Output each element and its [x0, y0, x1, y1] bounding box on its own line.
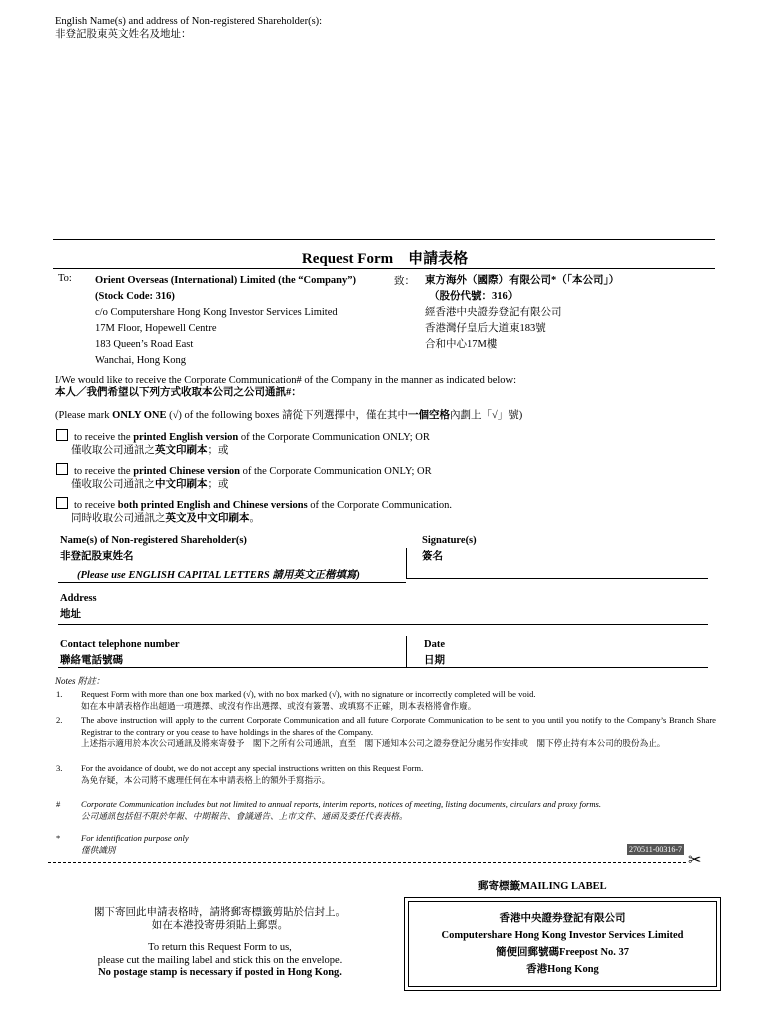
mailing-address-line: Computershare Hong Kong Investor Services Limited — [441, 930, 684, 941]
note-text-zh: 為免存疑，本公司將不處理任何在本申請表格上的額外手寫指示。 — [81, 774, 331, 785]
option-bold-zh: 英文印刷本 — [155, 445, 208, 456]
mailing-address-line: 香港Hong Kong — [526, 964, 599, 975]
mailing-label-heading: 郵寄標籤MAILING LABEL — [478, 881, 607, 892]
name-label-en: Name(s) of Non-registered Shareholder(s) — [60, 535, 247, 546]
addressee-line: c/o Computershare Hong Kong Investor Services Limited — [95, 307, 338, 318]
title-en: Request Form — [301, 251, 394, 267]
signature-label-en: Signature(s) — [422, 535, 477, 546]
option-text: to receive the — [74, 432, 134, 443]
addressee-en — [95, 273, 356, 369]
mailing-instruction-en: To return this Request Form to us, — [148, 942, 292, 953]
note-text-en: For the avoidance of doubt, we do not accept any special instructions written on this Request Form. — [81, 763, 424, 773]
mark-prefix: (Please mark — [55, 410, 113, 421]
option-bold: printed English version — [133, 432, 239, 443]
mark-one-box-zh: 一個空格 — [407, 410, 450, 421]
mark-only-one: ONLY ONE — [112, 410, 167, 421]
name-field-label — [60, 533, 247, 565]
hash-mark: # — [56, 799, 61, 809]
option-text-zh: 僅收取公司通訊之 — [71, 445, 155, 456]
name-line[interactable] — [58, 582, 406, 583]
addressee-line-zh: 合和中心17M樓 — [425, 339, 498, 350]
hash-footnote — [81, 799, 716, 822]
star-footnote-zh: 僅供識別 — [81, 844, 116, 855]
name-label-zh: 非登記股東姓名 — [60, 551, 134, 562]
option-text: of the Corporate Communication. — [307, 500, 453, 511]
option-text-zh: ；或 — [207, 445, 229, 456]
addressee-line-zh: 香港灣仔皇后大道東183號 — [425, 323, 546, 334]
note-text-zh: 上述指示適用於本次公司通訊及將來寄發予 閣下之所有公司通訊，直至 閣下通知本公司之證券登記分處另作安排或 閣下停止持有本公司的股份為止。 — [81, 738, 666, 748]
mark-suffix: (√) of the following boxes 請從下列選擇中，僅在其中 — [166, 410, 408, 421]
english-version-checkbox[interactable] — [56, 429, 68, 441]
addressee-stock-code: (Stock Code: 316) — [95, 291, 175, 302]
chinese-version-checkbox[interactable] — [56, 463, 68, 475]
signature-label-zh: 簽名 — [422, 551, 443, 562]
note-number: 3. — [56, 763, 63, 773]
mailing-instruction-en: please cut the mailing label and stick this on the envelope. — [97, 954, 343, 966]
option-text: to receive — [74, 500, 118, 511]
option-text: to receive the — [74, 466, 134, 477]
instruction-en: I/We would like to receive the Corporate Communication# of the Company in the manner as indicated below: — [55, 375, 517, 386]
date-label-en: Date — [424, 639, 445, 650]
phone-line[interactable] — [58, 667, 406, 668]
star-footnote-en: For identification purpose only — [81, 833, 189, 843]
addressee-company: Orient Overseas (International) Limited (the “Company”) — [95, 275, 357, 286]
phone-field-divider — [406, 636, 407, 667]
star-mark: * — [56, 833, 61, 843]
phone-label-zh: 聯絡電話號碼 — [60, 655, 123, 666]
phone-label-en: Contact telephone number — [60, 639, 180, 650]
title-rule-top — [53, 239, 715, 240]
shareholder-address-label-zh: 非登記股東英文姓名及地址： — [55, 29, 192, 40]
date-label-zh: 日期 — [424, 655, 445, 666]
shareholder-address-label — [55, 15, 322, 41]
note-text-en: Request Form with more than one box marked (√), with no box marked (√), with no signature or incorrectly completed will be void. — [81, 689, 536, 699]
mailing-instruction-zh: 閣下寄回此申請表格時，請將郵寄標籤剪貼於信封上。 — [94, 907, 346, 918]
to-label: To: — [58, 273, 72, 284]
phone-field-label — [60, 637, 180, 669]
to-label-zh: 致： — [394, 276, 415, 287]
note-item — [81, 763, 716, 786]
addressee-line-zh: 經香港中央證券登記有限公司 — [425, 307, 562, 318]
title-zh: 申請表格 — [408, 251, 469, 267]
capital-letters-hint: (Please use ENGLISH CAPITAL LETTERS 請用英文正楷填寫) — [77, 570, 360, 581]
signature-line[interactable] — [406, 578, 708, 579]
mailing-instruction-en: No postage stamp is necessary if posted in Hong Kong. — [98, 967, 342, 978]
note-text-zh: 如在本申請表格作出超過一項選擇、或沒有作出選擇、或沒有簽署、或填寫不正確，則本表格將會作廢。 — [81, 700, 477, 711]
address-label-en: Address — [60, 593, 97, 604]
option-text-zh: 僅收取公司通訊之 — [71, 479, 155, 490]
title-rule-bottom — [53, 268, 715, 269]
scissors-icon: ✂ — [688, 852, 702, 869]
option-bold: printed Chinese version — [133, 466, 240, 477]
note-text-en: The above instruction will apply to the current Corporate Communication and all future Corporate Communication to be sent to you until you notify to the Company’s Branch Share Registrar to the contrary or you cease to have holdings in the shares of the Company. — [81, 715, 716, 737]
note-item — [81, 689, 716, 712]
hash-footnote-en: Corporate Communication includes but not limited to annual reports, interim reports, notices of meeting, listing documents, circulars and proxy forms. — [81, 799, 602, 809]
option-chinese — [56, 463, 432, 491]
option-text: of the Corporate Communication ONLY; OR — [238, 432, 430, 443]
mailing-address-line: 香港中央證券登記有限公司 — [499, 913, 626, 924]
note-item — [81, 715, 716, 750]
both-versions-checkbox[interactable] — [56, 497, 68, 509]
hash-footnote-zh: 公司通訊包括但不限於年報、中期報告、會議通告、上市文件、通函及委任代表表格。 — [81, 810, 408, 821]
address-line[interactable] — [58, 624, 708, 625]
option-bold-zh: 中文印刷本 — [155, 479, 208, 490]
name-field-divider — [406, 548, 407, 578]
mailing-label[interactable] — [404, 897, 721, 991]
option-english — [56, 429, 430, 457]
instruction-zh: 本人／我們希望以下列方式收取本公司之公司通訊#： — [55, 387, 302, 398]
mark-end: 內劃上「√」號) — [449, 410, 523, 421]
note-number: 1. — [56, 689, 63, 699]
shareholder-address-label-en: English Name(s) and address of Non-registered Shareholder(s): — [55, 16, 323, 27]
address-field-label — [60, 591, 97, 623]
page-title — [0, 247, 770, 268]
option-bold: both printed English and Chinese versions — [117, 500, 308, 511]
address-label-zh: 地址 — [60, 609, 81, 620]
option-both — [56, 497, 452, 525]
signature-field-label — [422, 533, 477, 565]
notes-heading: Notes 附註： — [55, 676, 105, 686]
mailing-address — [405, 910, 720, 978]
date-field-label — [424, 637, 445, 669]
option-text: of the Corporate Communication ONLY; OR — [239, 466, 432, 477]
mailing-address-line: 簡便回郵號碼Freepost No. 37 — [495, 947, 630, 958]
cut-line — [48, 862, 686, 863]
instruction — [55, 375, 516, 399]
addressee-zh — [425, 273, 619, 353]
option-text-zh: 同時收取公司通訊之 — [71, 513, 166, 524]
addressee-line: 17M Floor, Hopewell Centre — [95, 323, 217, 334]
mark-instruction — [55, 407, 522, 422]
addressee-company-zh: 東方海外（國際）有限公司*（「本公司」） — [425, 275, 620, 286]
option-text-zh: 。 — [249, 513, 260, 524]
addressee-line: 183 Queen’s Road East — [95, 339, 194, 350]
note-number: 2. — [56, 715, 63, 725]
mailing-instruction-zh: 如在本港投寄毋須貼上郵票。 — [151, 919, 289, 931]
mailing-instructions — [62, 907, 378, 980]
option-text-zh: ；或 — [207, 479, 229, 490]
date-line[interactable] — [406, 667, 708, 668]
addressee-stock-code-zh: （股份代號：316） — [429, 291, 519, 302]
option-bold-zh: 英文及中文印刷本 — [165, 513, 250, 524]
form-code: 270511-00316-7 — [629, 845, 683, 854]
addressee-line: Wanchai, Hong Kong — [95, 355, 187, 366]
star-footnote — [81, 833, 481, 856]
